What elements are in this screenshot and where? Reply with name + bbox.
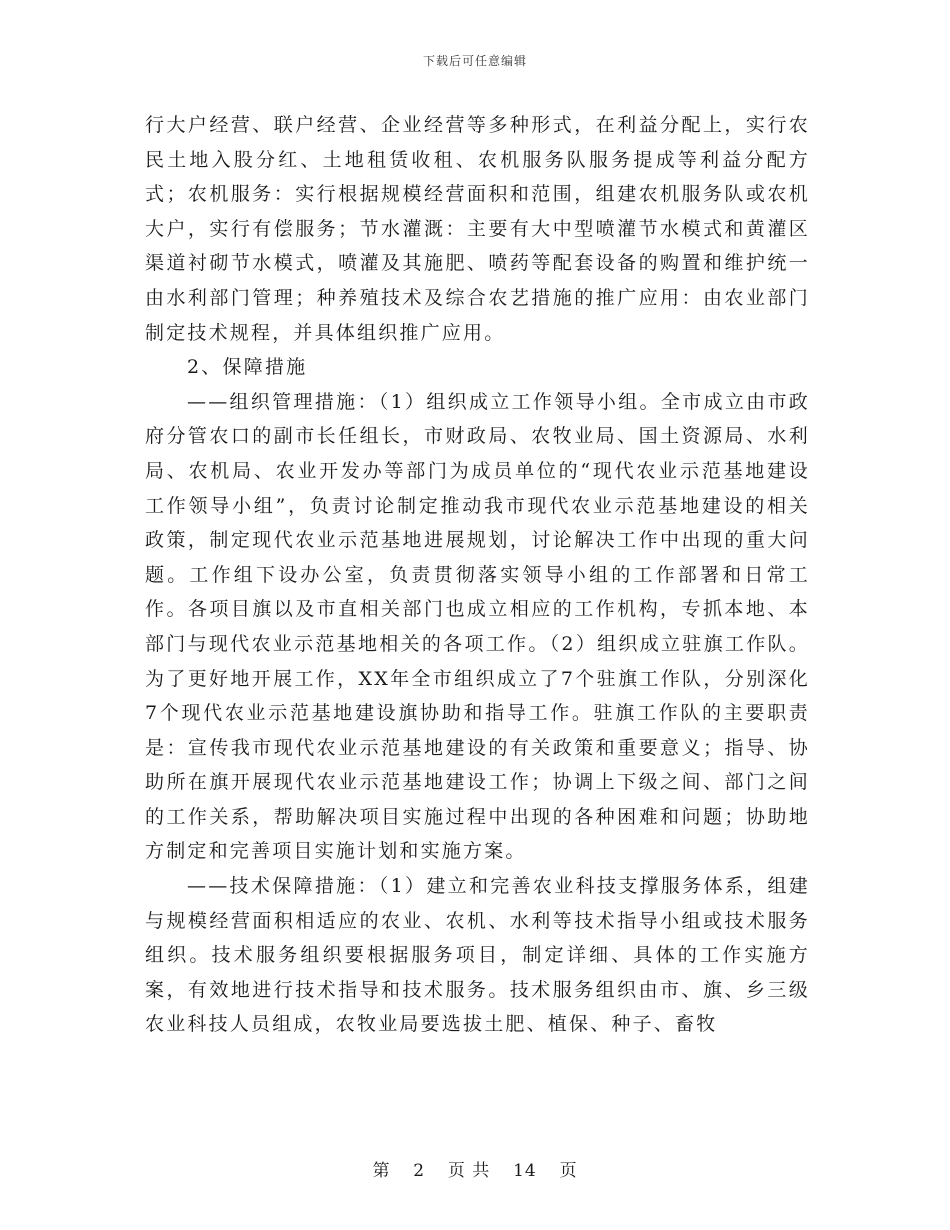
footer-page-number: 2 <box>413 1161 426 1181</box>
paragraph-organization-measures: ——组织管理措施：（1）组织成立工作领导小组。全市成立由市政府分管农口的副市长任组长，市财政局、农牧业局、国土资源局、水利局、农机局、农业开发办等部门为成员单位的“现代农业示范基地建设工作领导小组”，负责讨论制定推动我市现代农业示范基地建设的相关政策，制定现代农业示范基地进展规划，讨论解决工作中出现的重大问题。工作组下设办公室，负责贯彻落实领导小组的工作部署和日常工作。各项目旗以及市直相关部门也成立相应的工作机构，专抓本地、本部门与现代农业示范基地相关的各项工作。（2）组织成立驻旗工作队。为了更好地开展工作，XX年全市组织成立了7个驻旗工作队，分别深化7个现代农业示范基地建设旗协助和指导工作。驻旗工作队的主要职责是：宣传我市现代农业示范基地建设的有关政策和重要意义；指导、协助所在旗开展现代农业示范基地建设工作；协调上下级之间、部门之间的工作关系，帮助解决项目实施过程中出现的各种困难和问题；协助地方制定和完善项目实施计划和实施方案。 <box>145 390 810 863</box>
footer-page-mid: 页 共 <box>447 1161 491 1181</box>
page-header: 下载后可任意编辑 <box>422 54 527 68</box>
footer-total-pages: 14 <box>513 1161 537 1181</box>
paragraph-continuation: 行大户经营、联户经营、企业经营等多种形式，在利益分配上，实行农民土地入股分红、土地租赁收租、农机服务队服务提成等利益分配方式；农机服务：实行根据规模经营面积和范围，组建农机服务队或农机大户，实行有偿服务；节水灌溉：主要有大中型喷灌节水模式和黄灌区渠道衬砌节水模式，喷灌及其施肥、喷药等配套设备的购置和维护统一由水利部门管理；种养殖技术及综合农艺措施的推广应用：由农业部门制定技术规程，并具体组织推广应用。 <box>145 114 810 344</box>
section-heading-safeguards: 2、保障措施 <box>187 356 308 379</box>
page-footer <box>0 1156 950 1181</box>
footer-page-suffix: 页 <box>559 1161 578 1181</box>
document-body <box>145 108 810 1042</box>
footer-page-prefix: 第 <box>372 1161 391 1181</box>
paragraph-technical-measures: ——技术保障措施：（1）建立和完善农业科技支撑服务体系，组建与规模经营面积相适应的农业、农机、水利等技术指导小组或技术服务组织。技术服务组织要根据服务项目，制定详细、具体的工作实施方案，有效地进行技术指导和技术服务。技术服务组织由市、旗、乡三级农业科技人员组成，农牧业局要选拔土肥、植保、种子、畜牧 <box>145 875 810 1036</box>
